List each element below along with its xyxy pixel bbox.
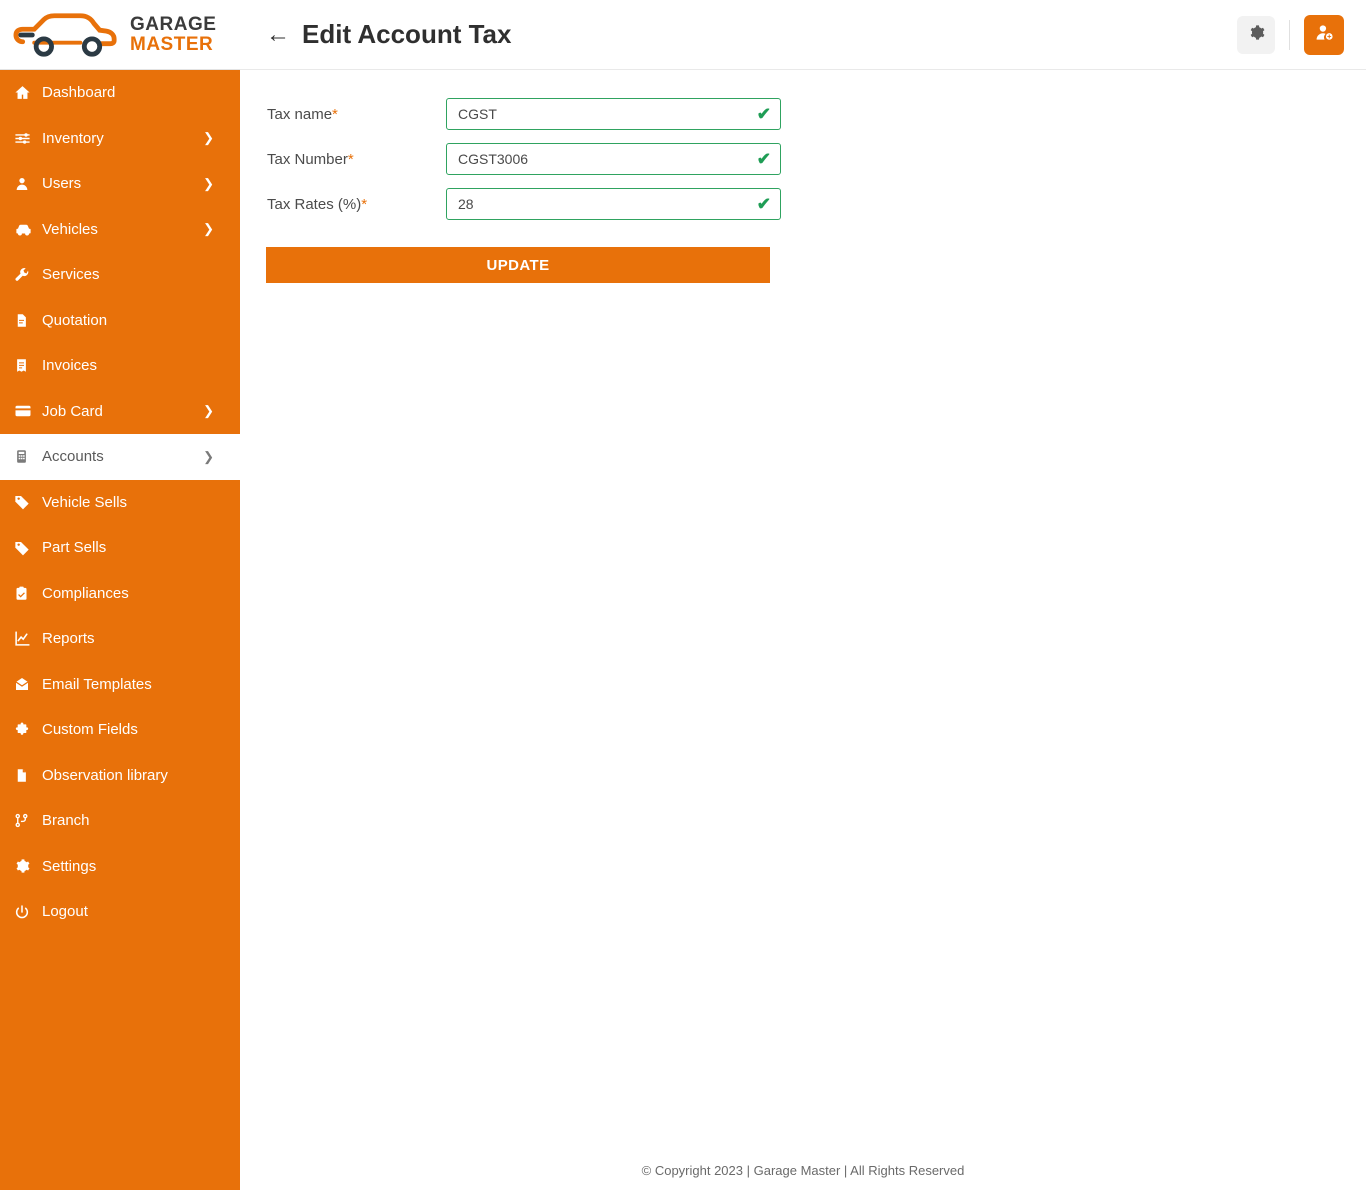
- form-row-tax-rates: [266, 188, 1340, 220]
- brand-line-1: GARAGE: [130, 13, 217, 35]
- sidebar-item-label: Observation library: [42, 766, 168, 784]
- page-title: [266, 19, 511, 50]
- file-text-icon: [14, 313, 40, 328]
- card-icon: [14, 402, 40, 420]
- clipboard-check-icon: [14, 586, 40, 601]
- brand-header[interactable]: [0, 0, 240, 70]
- arrow-left-icon[interactable]: ←: [266, 20, 290, 48]
- sidebar-item-label: Accounts: [42, 448, 104, 466]
- sidebar-item-label: Vehicles: [42, 220, 98, 238]
- tax-name-label-text: Tax name: [267, 105, 333, 123]
- tax-number-label-text: Tax Number: [267, 150, 348, 168]
- tax-name-input-wrap: [446, 98, 781, 130]
- sidebar-item-label: Settings: [42, 857, 97, 875]
- sidebar-item-inventory[interactable]: [0, 116, 240, 162]
- sidebar-item-label: Part Sells: [42, 539, 107, 557]
- footer-copyright: © Copyright 2023 | Garage Master | All Rights Reserved: [641, 1163, 965, 1178]
- form-row-tax-number: [266, 143, 1340, 175]
- sidebar-item-dashboard[interactable]: [0, 70, 240, 116]
- page-title-text: Edit Account Tax: [302, 19, 512, 49]
- invoice-icon: [14, 358, 40, 373]
- tax-rates-input[interactable]: [446, 188, 781, 220]
- settings-button[interactable]: [1237, 16, 1275, 54]
- sidebar-item-label: Dashboard: [42, 84, 116, 102]
- sidebar-item-accounts[interactable]: [0, 434, 240, 480]
- power-icon: [14, 904, 40, 920]
- sidebar-item-label: Email Templates: [42, 675, 152, 693]
- user-settings-icon: [1315, 23, 1334, 47]
- sidebar-item-custom-fields[interactable]: [0, 707, 240, 753]
- sidebar-item-label: Vehicle Sells: [42, 493, 128, 511]
- valid-check-icon: ✔: [756, 149, 771, 169]
- sidebar-item-branch[interactable]: [0, 798, 240, 844]
- sidebar-item-quotation[interactable]: [0, 298, 240, 344]
- gear-icon: [1248, 24, 1265, 46]
- sidebar-item-label: Quotation: [42, 311, 108, 329]
- sidebar-item-label: Invoices: [42, 357, 98, 375]
- edit-account-tax-form: [240, 70, 1366, 283]
- required-marker: *: [361, 195, 368, 213]
- sidebar-item-observation-library[interactable]: [0, 753, 240, 799]
- document-icon: [14, 768, 40, 783]
- tax-name-input[interactable]: [446, 98, 781, 130]
- sidebar-item-job-card[interactable]: [0, 389, 240, 435]
- sidebar-item-compliances[interactable]: [0, 571, 240, 617]
- sidebar-item-reports[interactable]: [0, 616, 240, 662]
- main-area: [240, 0, 1366, 1190]
- sidebar-item-vehicle-sells[interactable]: [0, 480, 240, 526]
- calculator-icon: [14, 449, 40, 464]
- sidebar-nav: [0, 70, 240, 935]
- sliders-icon: [14, 130, 40, 147]
- toolbar-divider: [1289, 20, 1290, 50]
- sidebar-item-label: Job Card: [42, 402, 103, 420]
- sidebar-item-vehicles[interactable]: [0, 207, 240, 253]
- sidebar-item-email-templates[interactable]: [0, 662, 240, 708]
- chevron-right-icon: ❯: [203, 130, 214, 146]
- wrench-icon: [14, 267, 40, 283]
- sidebar-item-label: Inventory: [42, 129, 104, 147]
- tag-icon: [14, 494, 40, 510]
- user-icon: [14, 176, 40, 192]
- tax-name-label: [266, 106, 446, 123]
- chevron-right-icon: ❯: [203, 448, 214, 464]
- sidebar-item-label: Services: [42, 266, 100, 284]
- brand-text: [130, 15, 216, 55]
- sidebar-item-logout[interactable]: [0, 889, 240, 935]
- home-icon: [14, 84, 40, 101]
- tax-number-label: [266, 151, 446, 168]
- user-menu-button[interactable]: [1304, 15, 1344, 55]
- chevron-right-icon: ❯: [203, 175, 214, 191]
- branch-icon: [14, 813, 40, 828]
- chevron-right-icon: ❯: [203, 403, 214, 419]
- brand-line-2: MASTER: [130, 33, 214, 55]
- gear-icon: [14, 858, 40, 874]
- puzzle-icon: [14, 722, 40, 738]
- sidebar-item-part-sells[interactable]: [0, 525, 240, 571]
- sidebar-item-label: Custom Fields: [42, 721, 138, 739]
- chevron-right-icon: ❯: [203, 221, 214, 237]
- form-row-tax-name: [266, 98, 1340, 130]
- chart-line-icon: [14, 630, 40, 647]
- valid-check-icon: ✔: [756, 104, 771, 124]
- update-button[interactable]: UPDATE: [266, 247, 770, 283]
- sidebar: [0, 0, 240, 1190]
- sidebar-item-services[interactable]: [0, 252, 240, 298]
- sidebar-item-settings[interactable]: [0, 844, 240, 890]
- tax-number-input[interactable]: [446, 143, 781, 175]
- required-marker: *: [347, 150, 354, 168]
- sidebar-item-label: Branch: [42, 812, 90, 830]
- car-icon: [14, 220, 40, 239]
- sidebar-item-label: Reports: [42, 630, 95, 648]
- tax-rates-label: [266, 196, 446, 213]
- sidebar-item-users[interactable]: [0, 161, 240, 207]
- sidebar-item-invoices[interactable]: [0, 343, 240, 389]
- tag-icon: [14, 540, 40, 556]
- topbar: [240, 0, 1366, 70]
- mail-open-icon: [14, 676, 40, 692]
- sidebar-item-label: Users: [42, 175, 82, 193]
- sidebar-item-label: Compliances: [42, 584, 129, 602]
- topbar-actions: [1237, 15, 1344, 55]
- valid-check-icon: ✔: [756, 194, 771, 214]
- tax-rates-input-wrap: [446, 188, 781, 220]
- car-logo-icon: [12, 9, 120, 61]
- tax-rates-label-text: Tax Rates (%): [267, 195, 362, 213]
- tax-number-input-wrap: [446, 143, 781, 175]
- sidebar-item-label: Logout: [42, 903, 88, 921]
- required-marker: *: [332, 105, 338, 123]
